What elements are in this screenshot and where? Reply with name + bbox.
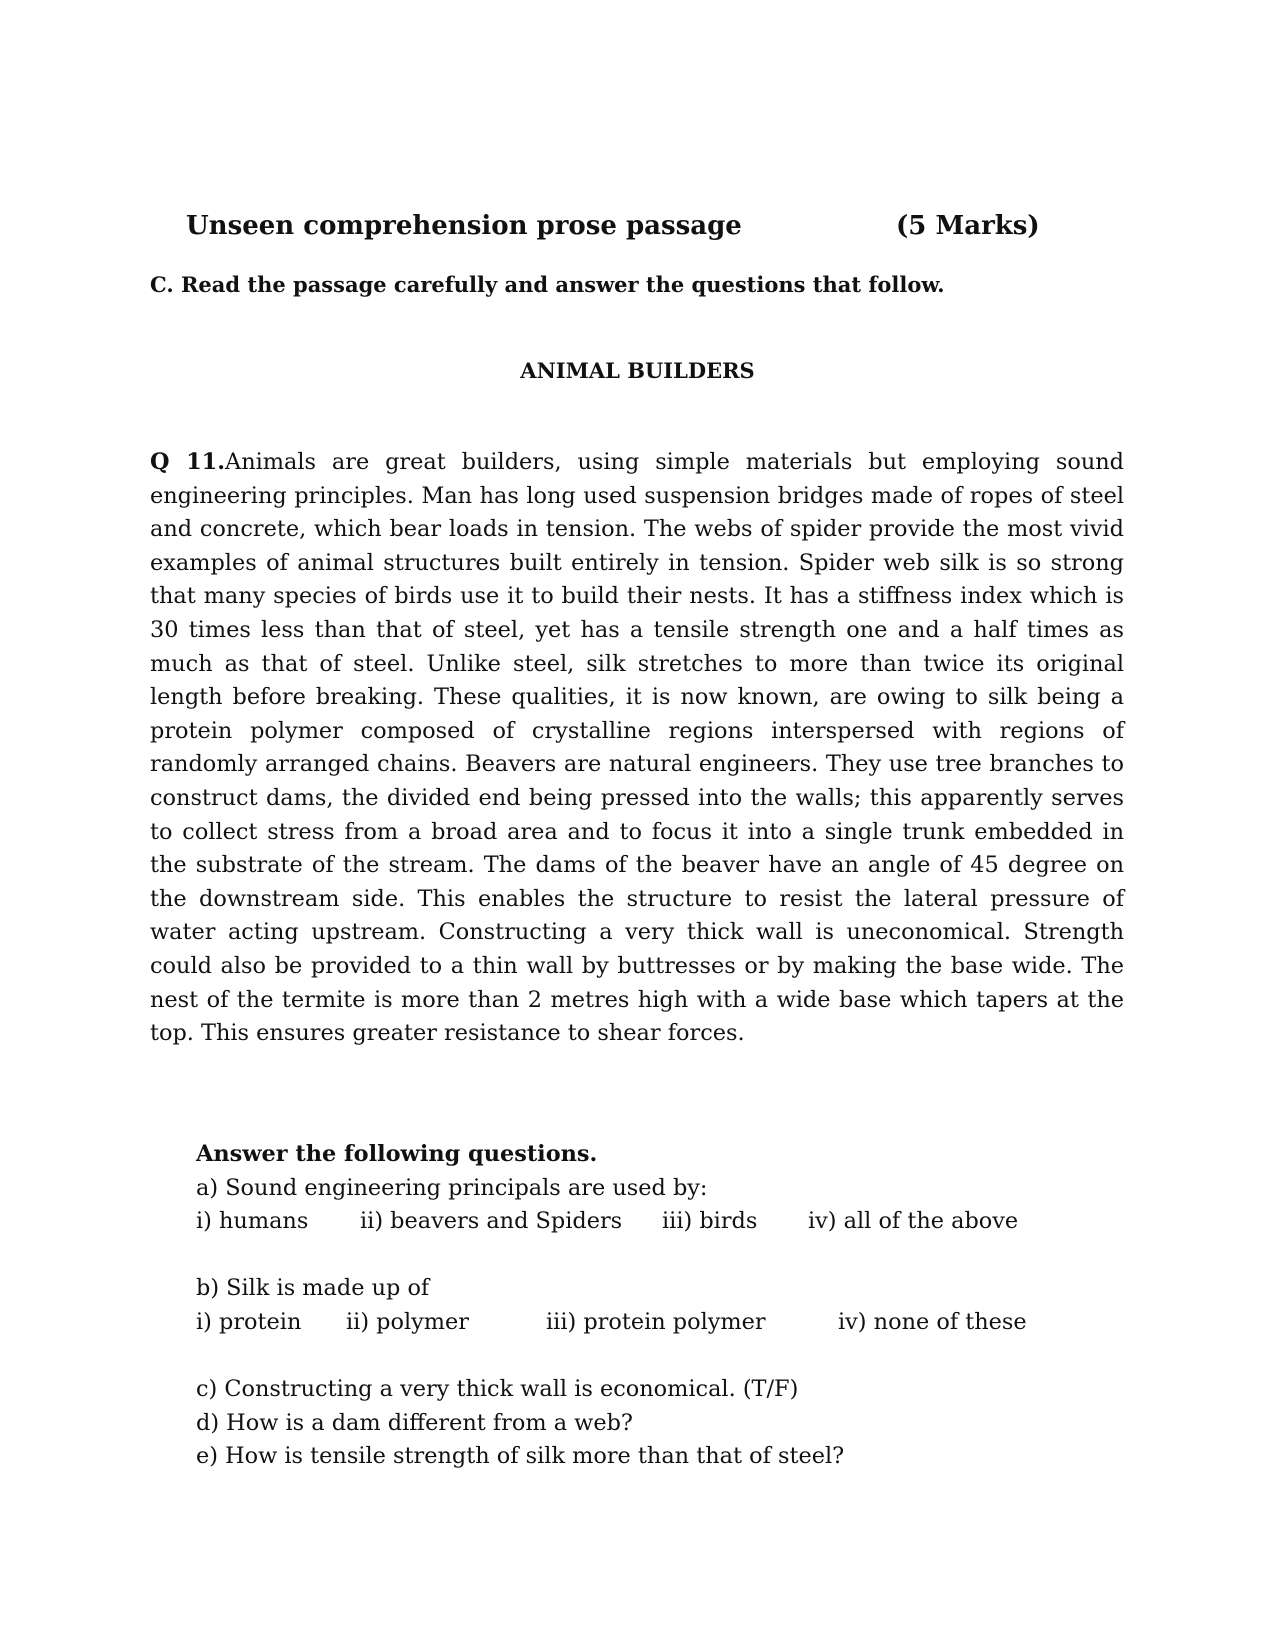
passage-title: ANIMAL BUILDERS [520, 358, 755, 383]
question-a-option-3[interactable]: iii) birds [662, 1208, 758, 1235]
question-b-option-1[interactable]: i) protein [196, 1308, 302, 1335]
question-b: b) Silk is made up of [196, 1275, 430, 1302]
question-a-option-1[interactable]: i) humans [196, 1208, 309, 1235]
passage-body [150, 446, 1124, 1051]
instruction-text: C. Read the passage carefully and answer the questions that follow. [150, 272, 945, 297]
questions-heading: Answer the following questions. [196, 1141, 598, 1167]
question-c: c) Constructing a very thick wall is economical. (T/F) [196, 1376, 799, 1403]
passage-text: Animals are great builders, using simple materials but employing sound engineering principles. Man has long used suspension bridges made of ropes of steel and concrete, which bear loads in tension. The webs of spider provide the most vivid examples of animal structures built entirely in tension. Spider web silk is so strong that many species of birds use it to build their nests. It has a stiffness index which is 30 times less than that of steel, yet has a tensile strength one and a half times as much as that of steel. Unlike steel, silk stretches to more than twice its original length before breaking. These qualities, it is now known, are owing to silk being a protein polymer composed of crystalline regions interspersed with regions of randomly arranged chains. Beavers are natural engineers. They use tree branches to construct dams, the divided end being pressed into the walls; this apparently serves to collect stress from a broad area and to focus it into a single trunk embedded in the substrate of the stream. The dams of the beaver have an angle of 45 degree on the downstream side. This enables the structure to resist the lateral pressure of water acting upstream. Constructing a very thick wall is uneconomical. Strength could also be provided to a thin wall by buttresses or by making the base wide. The nest of the termite is more than 2 metres high with a wide base which tapers at the top. This ensures greater resistance to shear forces. [150, 449, 1124, 1047]
question-number: Q 11. [150, 449, 226, 475]
spacer [196, 1340, 1096, 1374]
question-a-option-4[interactable]: iv) all of the above [808, 1208, 1019, 1235]
section-title-row [186, 208, 1046, 244]
question-d: d) How is a dam different from a web? [196, 1409, 633, 1436]
question-a-option-2[interactable]: ii) beavers and Spiders [360, 1208, 623, 1235]
question-a: a) Sound engineering principals are used by: [196, 1174, 708, 1201]
question-e: e) How is tensile strength of silk more than that of steel? [196, 1443, 845, 1470]
question-a-options [196, 1205, 1096, 1239]
section-title: Unseen comprehension prose passage [186, 211, 742, 241]
marks-label: (5 Marks) [896, 211, 1040, 241]
question-b-option-3[interactable]: iii) protein polymer [546, 1308, 766, 1335]
question-b-option-2[interactable]: ii) polymer [346, 1308, 469, 1335]
spacer [196, 1239, 1096, 1273]
question-b-option-4[interactable]: iv) none of these [838, 1308, 1027, 1335]
questions-section [196, 1138, 1096, 1474]
question-b-options [196, 1306, 1096, 1340]
